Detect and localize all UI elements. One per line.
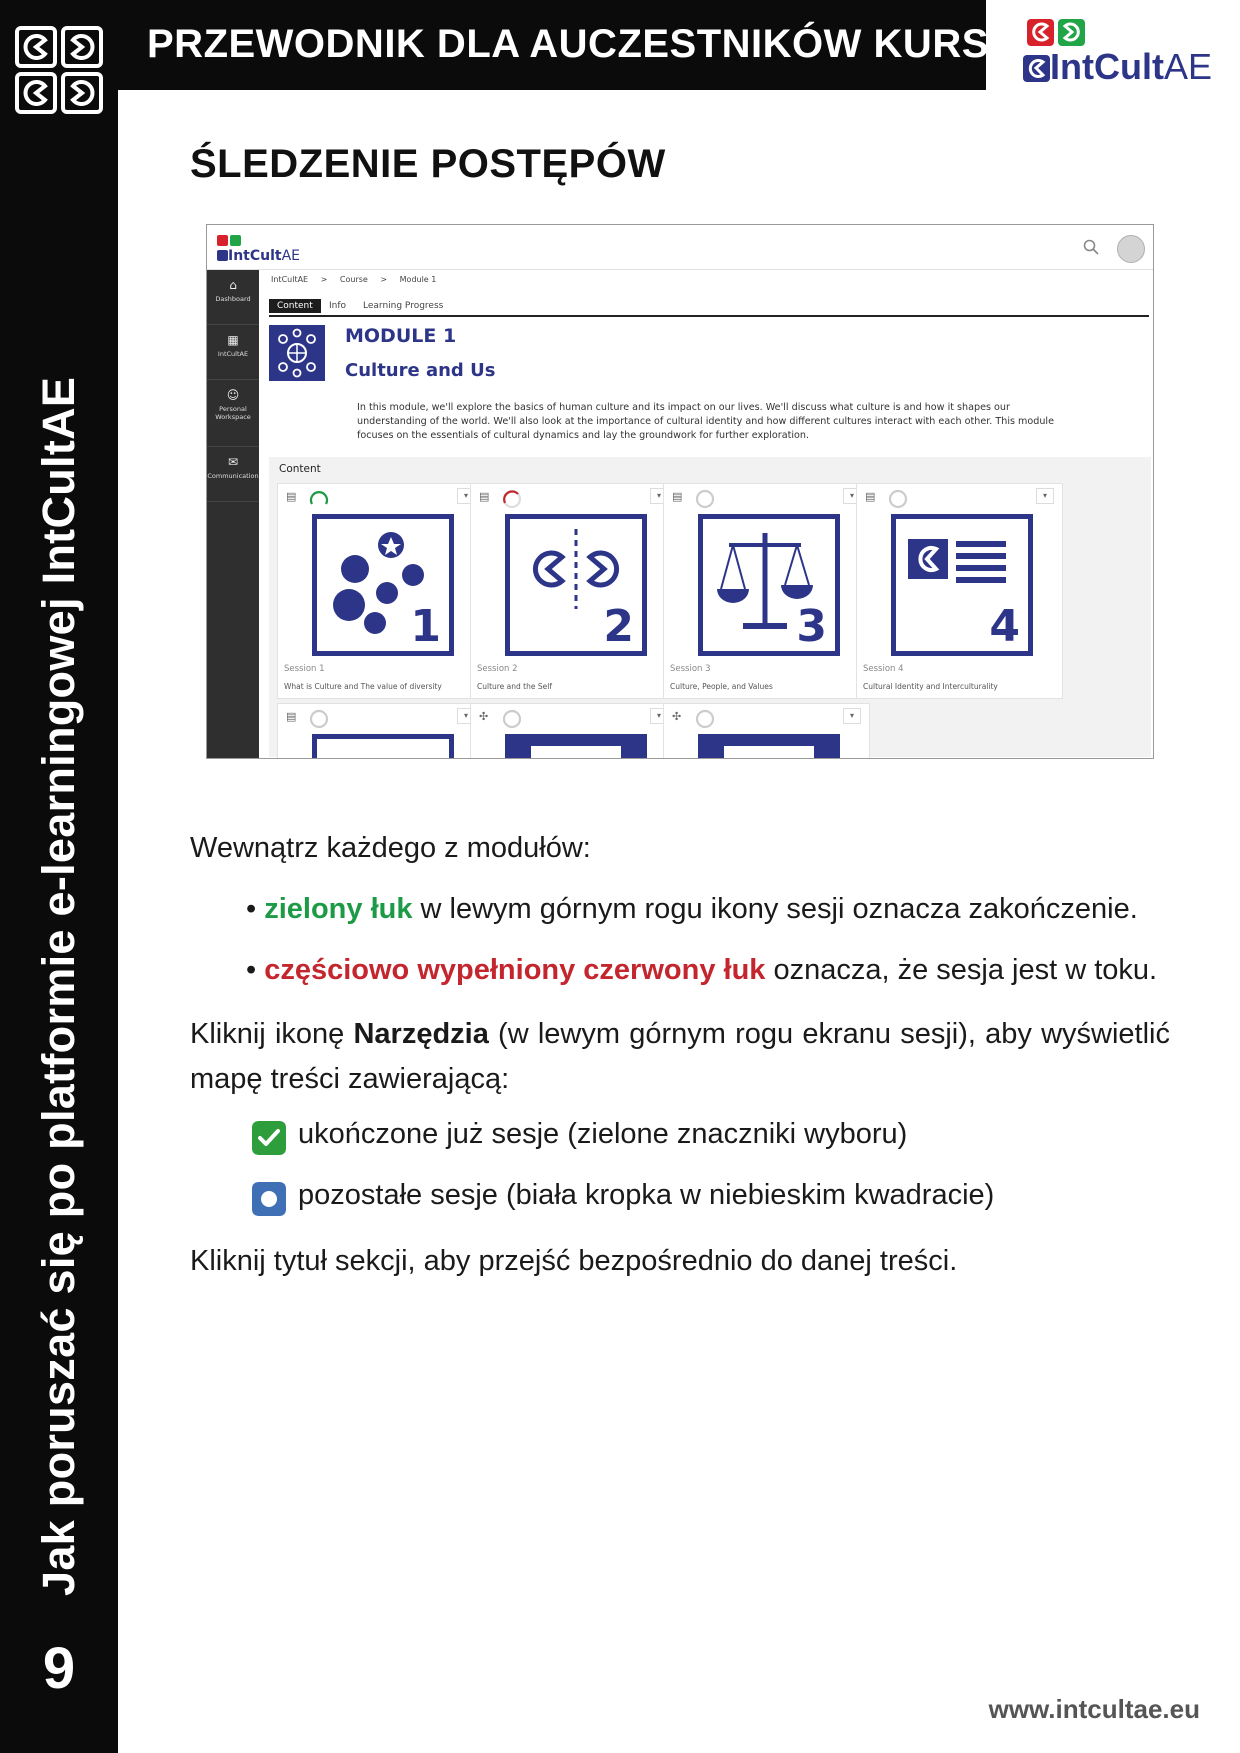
session-card-6[interactable] — [470, 703, 677, 759]
tab-info[interactable]: Info — [329, 301, 347, 311]
avatar[interactable] — [1117, 235, 1145, 263]
mini-blue-face-icon — [217, 250, 228, 261]
breadcrumb-item[interactable]: IntCultAE — [271, 275, 309, 284]
vertical-document-title: Jak poruszać się po platformie e-learningowej IntCultAE — [33, 376, 84, 1596]
session-7-image — [698, 734, 840, 759]
bullet-red-arc: • częściowo wypełniony czerwony łuk oznacza, że sesja jest w toku. — [246, 954, 1158, 986]
breadcrumb-item[interactable]: Module 1 — [399, 275, 437, 284]
session-label: Session 4 — [863, 664, 904, 674]
highlight-red-arc: częściowo wypełniony czerwony łuk — [264, 954, 766, 986]
session-label: Session 1 — [284, 664, 325, 674]
brand-blue-face-icon — [1023, 55, 1050, 82]
remaining-sessions-text: pozostałe sesje (biała kropka w niebieskim kwadracie) — [298, 1179, 995, 1211]
globe-people-icon — [269, 325, 325, 381]
green-checkbox-icon — [252, 1121, 286, 1155]
qr-icon: ▦ — [227, 333, 239, 347]
brand-logo — [1023, 18, 1212, 90]
session-5-image — [312, 734, 454, 759]
session-card-1[interactable] — [277, 483, 484, 699]
session-3-image — [698, 514, 840, 656]
mini-faces-icon — [217, 235, 247, 247]
breadcrumb-separator: > — [380, 275, 388, 284]
dashboard-icon: ⌂ — [229, 278, 237, 292]
tab-content[interactable]: Content — [269, 299, 321, 313]
brand-name: IntCultAE — [1023, 46, 1212, 88]
nav-personal-workspace[interactable]: ☺ Personal Workspace — [207, 380, 259, 447]
session-1-image — [312, 514, 454, 656]
completed-sessions-text: ukończone już sesje (zielone znaczniki wyboru) — [298, 1118, 908, 1150]
header-title: PRZEWODNIK DLA AUCZESTNIKÓW KURSU — [147, 22, 1019, 66]
tools-bold: Narzędzia — [353, 1018, 489, 1050]
puzzle-icon: ✣ — [672, 710, 682, 723]
session-4-image — [891, 514, 1033, 656]
progress-arc-not-started-icon — [694, 708, 716, 730]
session-card-5[interactable] — [277, 703, 484, 759]
chevron-down-icon[interactable]: ▾ — [650, 488, 668, 504]
breadcrumb-item[interactable]: Course — [339, 275, 368, 284]
session-card-4[interactable] — [856, 483, 1063, 699]
platform-screenshot — [206, 224, 1154, 759]
breadcrumb-separator: > — [320, 275, 328, 284]
document-icon: ▤ — [672, 490, 683, 503]
puzzle-icon: ✣ — [479, 710, 489, 723]
search-icon[interactable] — [1083, 239, 1099, 255]
session-6-image — [505, 734, 647, 759]
session-card-3[interactable] — [663, 483, 870, 699]
chevron-down-icon[interactable]: ▾ — [650, 708, 668, 724]
document-icon: ▤ — [286, 490, 297, 503]
bullet-green-arc: • zielony łuk w lewym górnym rogu ikony sesji oznacza zakończenie. — [246, 893, 1138, 925]
session-label: Session 3 — [670, 664, 711, 674]
document-icon: ▤ — [865, 490, 876, 503]
chevron-down-icon[interactable]: ▾ — [843, 488, 861, 504]
session-number: 4 — [989, 601, 1020, 652]
final-instruction: Kliknij tytuł sekcji, aby przejść bezpośrednio do danej treści. — [190, 1245, 958, 1277]
highlight-green-arc: zielony łuk — [264, 893, 413, 925]
session-card-7[interactable] — [663, 703, 870, 759]
session-number: 2 — [603, 601, 634, 652]
intcultae-faces-logo-icon — [15, 26, 103, 114]
content-panel — [269, 457, 1151, 757]
session-number: 1 — [410, 601, 441, 652]
tab-learning-progress[interactable]: Learning Progress — [363, 301, 444, 311]
progress-arc-not-started-icon — [501, 708, 523, 730]
nav-dashboard[interactable]: ⌂ Dashboard — [207, 270, 259, 325]
page-number: 9 — [42, 1636, 76, 1701]
chevron-down-icon[interactable]: ▾ — [457, 708, 475, 724]
blue-square-dot-icon — [252, 1182, 286, 1216]
sidebar — [0, 0, 118, 1753]
session-number: 3 — [796, 601, 827, 652]
session-label: Session 2 — [477, 664, 518, 674]
session-caption[interactable]: Cultural Identity and Interculturality — [863, 682, 998, 691]
screenshot-logo-text: IntCultAE — [217, 248, 300, 264]
module-title: MODULE 1 — [345, 325, 457, 347]
chevron-down-icon[interactable]: ▾ — [1036, 488, 1054, 504]
nav-communication[interactable]: ✉ Communication — [207, 447, 259, 502]
chat-icon: ✉ — [227, 455, 239, 469]
nav-intcultae[interactable]: ▦ IntCultAE — [207, 325, 259, 380]
tab-bar — [269, 297, 1149, 317]
progress-arc-in-progress-icon — [501, 488, 523, 510]
module-icon — [269, 325, 325, 381]
screenshot-sidebar — [207, 270, 259, 758]
document-icon: ▤ — [479, 490, 490, 503]
content-label: Content — [279, 463, 321, 475]
progress-arc-not-started-icon — [694, 488, 716, 510]
session-caption[interactable]: Culture and the Self — [477, 682, 552, 691]
progress-arc-complete-icon — [308, 488, 330, 510]
person-icon: ☺ — [226, 388, 240, 402]
progress-arc-not-started-icon — [308, 708, 330, 730]
document-icon: ▤ — [286, 710, 297, 723]
tools-paragraph: Kliknij ikonę Narzędzia (w lewym górnym rogu ekranu sesji), aby wyświetlić mapę treści zawierającą: — [190, 1018, 1170, 1095]
chevron-down-icon[interactable]: ▾ — [457, 488, 475, 504]
progress-arc-not-started-icon — [887, 488, 909, 510]
screenshot-topbar — [207, 225, 1153, 270]
session-2-image — [505, 514, 647, 656]
footer-url[interactable]: www.intcultae.eu — [988, 1694, 1200, 1724]
section-title: ŚLEDZENIE POSTĘPÓW — [190, 142, 666, 186]
module-subtitle: Culture and Us — [345, 360, 496, 381]
session-card-2[interactable] — [470, 483, 677, 699]
module-description: In this module, we'll explore the basics of human culture and its impact on our lives. We'll discuss what culture is and how it shapes our understanding of the world. We'll also look at the importance of cultural identity and how different cultures interact with each other. This module focuses on the essentials of cultural dynamics and lay the groundwork for further exploration. — [357, 402, 1054, 441]
chevron-down-icon[interactable]: ▾ — [843, 708, 861, 724]
intro-text: Wewnątrz każdego z modułów: — [190, 832, 591, 864]
session-caption[interactable]: Culture, People, and Values — [670, 682, 773, 691]
breadcrumb — [271, 275, 446, 284]
session-caption[interactable]: What is Culture and The value of diversity — [284, 682, 442, 691]
